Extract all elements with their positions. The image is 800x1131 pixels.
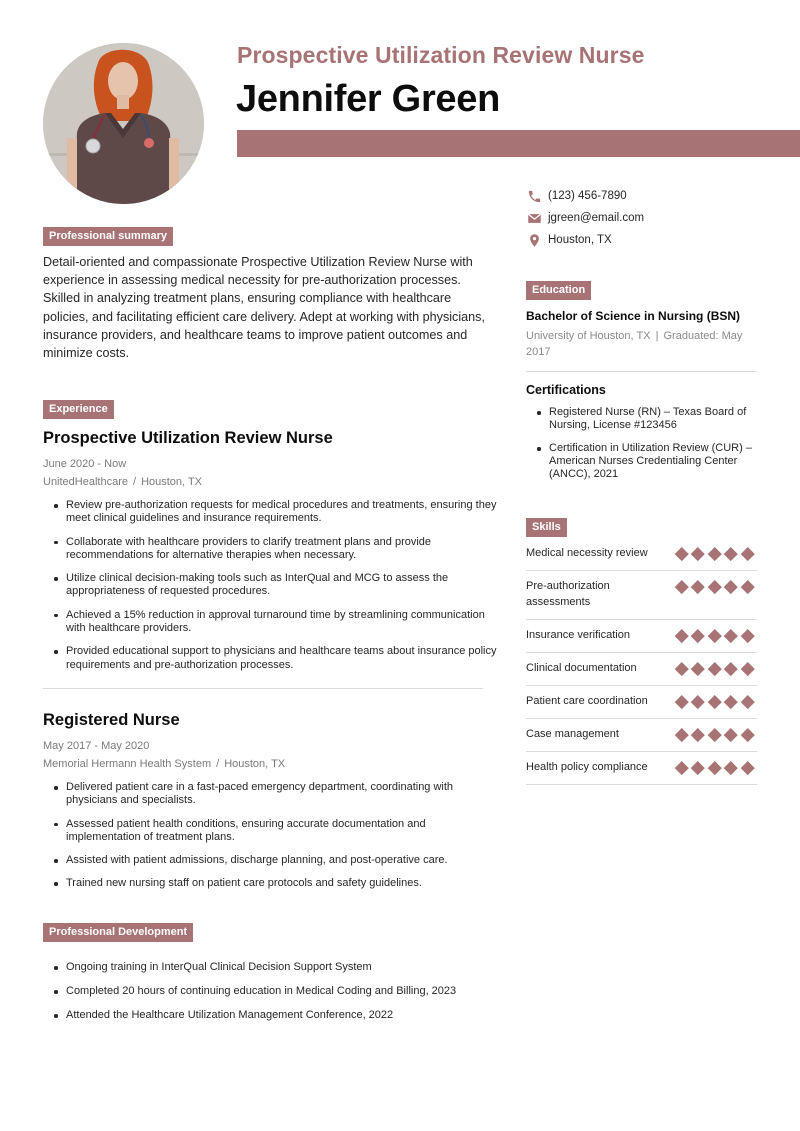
bullet-item: Provided educational support to physicians and healthcare teams about insurance policy requirements and pre-authorization processes. xyxy=(52,645,498,672)
envelope-icon xyxy=(526,210,542,226)
rating-diamond-icon xyxy=(741,761,754,774)
list-item: Registered Nurse (RN) – Texas Board of Nursing, License #123456 xyxy=(535,406,766,432)
candidate-name: Jennifer Green xyxy=(236,78,501,120)
skill-item xyxy=(526,571,757,620)
experience-dates: June 2020 - Now xyxy=(43,458,127,470)
separator: / xyxy=(216,758,220,770)
profile-photo-image xyxy=(43,43,204,204)
contact-phone xyxy=(526,185,644,207)
map-pin-icon xyxy=(526,232,542,248)
target-job-title: Prospective Utilization Review Nurse xyxy=(237,42,645,68)
skill-item xyxy=(526,620,757,653)
bullet-item: Review pre-authorization requests for medical procedures and treatments, ensuring they meet clinical guidelines and insurance requirements. xyxy=(52,499,498,526)
rating-diamond-icon xyxy=(691,580,704,593)
professional-development-list xyxy=(43,961,503,1033)
rating-diamond-icon xyxy=(741,629,754,642)
rating-diamond-icon xyxy=(741,662,754,675)
education-degree: Bachelor of Science in Nursing (BSN) xyxy=(526,309,741,323)
section-label-summary: Professional summary xyxy=(43,227,173,246)
experience-location: Houston, TX xyxy=(141,476,203,488)
rating-diamond-icon xyxy=(741,580,754,593)
email-text[interactable]: jgreen@email.com xyxy=(548,212,645,224)
bullet-item: Delivered patient care in a fast-paced emergency department, coordinating with physicians and specialists. xyxy=(52,781,498,808)
experience-job-title: Prospective Utilization Review Nurse xyxy=(43,429,333,447)
experience-bullets xyxy=(43,781,498,891)
phone-icon xyxy=(526,188,542,204)
experience-location: Houston, TX xyxy=(224,758,286,770)
contact-email xyxy=(526,207,644,229)
profile-photo xyxy=(43,43,204,204)
rating-diamond-icon xyxy=(691,761,704,774)
skill-name: Medical necessity review xyxy=(526,547,648,559)
skill-rating xyxy=(675,627,755,643)
rating-diamond-icon xyxy=(741,728,754,741)
header-accent-bar xyxy=(237,130,800,157)
list-item: Completed 20 hours of continuing education in Medical Coding and Billing, 2023 xyxy=(52,985,503,998)
skill-item xyxy=(526,686,757,719)
skill-name: Health policy compliance xyxy=(526,761,648,773)
skill-rating xyxy=(675,660,755,676)
rating-diamond-icon xyxy=(691,629,704,642)
bullet-item: Achieved a 15% reduction in approval turnaround time by streamlining communication with healthcare providers. xyxy=(52,609,498,636)
bullet-item: Assessed patient health conditions, ensuring accurate documentation and implementation of treatment plans. xyxy=(52,818,498,845)
skill-rating xyxy=(675,759,755,775)
skill-name: Insurance verification xyxy=(526,629,630,641)
rating-diamond-icon xyxy=(724,662,737,675)
bullet-item: Collaborate with healthcare providers to clarify treatment plans and provide recommendations for alternative therapies when necessary. xyxy=(52,536,498,563)
rating-diamond-icon xyxy=(708,761,721,774)
bullet-item: Trained new nursing staff on patient care protocols and safety guidelines. xyxy=(52,877,498,890)
rating-diamond-icon xyxy=(741,695,754,708)
rating-diamond-icon xyxy=(691,695,704,708)
education-school: University of Houston, TX xyxy=(526,330,651,342)
rating-diamond-icon xyxy=(708,662,721,675)
rating-diamond-icon xyxy=(708,580,721,593)
list-item: Certification in Utilization Review (CUR) – American Nurses Credentialing Center (ANCC), 2021 xyxy=(535,442,766,481)
skill-name: Patient care coordination xyxy=(526,695,648,707)
rating-diamond-icon xyxy=(708,547,721,560)
summary-text: Detail-oriented and compassionate Prospective Utilization Review Nurse with experience in assessing medical necessity for pre-authorization processes. Skilled in analyzing treatment plans, ensuring compliance with healthcare policies, and facilitating efficient care delivery. Adept at working with physicians, insurance providers, and healthcare teams to improve patient outcomes and minimize costs. xyxy=(43,255,485,361)
bullet-item: Utilize clinical decision-making tools such as InterQual and MCG to assess the appropriateness of requested procedures. xyxy=(52,572,498,599)
rating-diamond-icon xyxy=(675,728,688,741)
skill-name: Clinical documentation xyxy=(526,662,637,674)
rating-diamond-icon xyxy=(691,728,704,741)
rating-diamond-icon xyxy=(724,547,737,560)
rating-diamond-icon xyxy=(675,547,688,560)
rating-diamond-icon xyxy=(741,547,754,560)
experience-bullets xyxy=(43,499,498,672)
section-label-skills: Skills xyxy=(526,518,567,537)
experience-entry xyxy=(43,429,498,682)
skill-item xyxy=(526,719,757,752)
skill-rating xyxy=(675,726,755,742)
certifications-heading: Certifications xyxy=(526,383,606,397)
rating-diamond-icon xyxy=(708,629,721,642)
rating-diamond-icon xyxy=(724,629,737,642)
skills-list xyxy=(526,538,757,785)
skill-item xyxy=(526,653,757,686)
location-text: Houston, TX xyxy=(548,234,612,246)
experience-company-location xyxy=(43,473,498,491)
skill-item xyxy=(526,538,757,571)
contact-location xyxy=(526,229,644,251)
bullet-item: Assisted with patient admissions, discharge planning, and post-operative care. xyxy=(52,854,498,867)
list-item: Attended the Healthcare Utilization Management Conference, 2022 xyxy=(52,1009,503,1022)
rating-diamond-icon xyxy=(675,695,688,708)
section-label-education: Education xyxy=(526,281,591,300)
rating-diamond-icon xyxy=(724,761,737,774)
rating-diamond-icon xyxy=(691,662,704,675)
experience-dates: May 2017 - May 2020 xyxy=(43,740,150,752)
rating-diamond-icon xyxy=(724,580,737,593)
divider xyxy=(526,371,757,372)
skill-name: Case management xyxy=(526,728,619,740)
rating-diamond-icon xyxy=(708,695,721,708)
experience-entry xyxy=(43,711,498,901)
skill-rating xyxy=(675,693,755,709)
rating-diamond-icon xyxy=(675,580,688,593)
experience-company-location xyxy=(43,755,498,773)
separator: | xyxy=(655,330,659,342)
list-item: Ongoing training in InterQual Clinical Decision Support System xyxy=(52,961,503,974)
rating-diamond-icon xyxy=(724,695,737,708)
skill-rating xyxy=(675,578,755,594)
certifications-list xyxy=(526,406,766,491)
section-label-experience: Experience xyxy=(43,400,114,419)
rating-diamond-icon xyxy=(708,728,721,741)
section-label-professional-development: Professional Development xyxy=(43,923,193,942)
education-details xyxy=(526,328,761,360)
separator: / xyxy=(133,476,137,488)
skill-item xyxy=(526,752,757,785)
skill-name: Pre-authorization assessments xyxy=(526,580,610,608)
rating-diamond-icon xyxy=(691,547,704,560)
skill-rating xyxy=(675,545,755,561)
experience-company: UnitedHealthcare xyxy=(43,476,128,488)
experience-job-title: Registered Nurse xyxy=(43,711,180,729)
rating-diamond-icon xyxy=(675,662,688,675)
phone-text[interactable]: (123) 456-7890 xyxy=(548,190,627,202)
rating-diamond-icon xyxy=(675,629,688,642)
divider xyxy=(43,688,483,689)
rating-diamond-icon xyxy=(675,761,688,774)
rating-diamond-icon xyxy=(724,728,737,741)
experience-company: Memorial Hermann Health System xyxy=(43,758,212,770)
education-graduated: Graduated: May 2017 xyxy=(526,330,743,358)
contact-info xyxy=(526,185,644,251)
